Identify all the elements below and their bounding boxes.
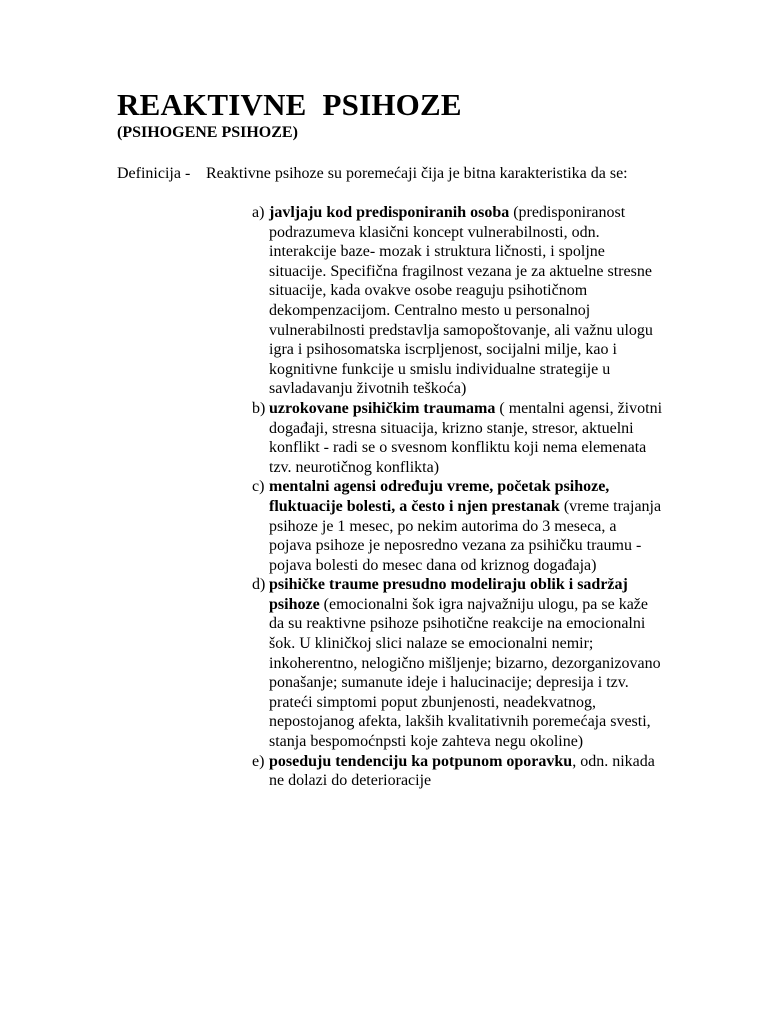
item-text: ( mentalni agensi, životni događaji, stresna situacija, krizno stanje, stresor, aktuelni konflikt - radi se o svesnom konfliktu koji nema elemenata tzv. neurotičnog konflikta) — [269, 399, 663, 476]
list-item-e — [252, 752, 662, 791]
list-marker: b) — [252, 399, 266, 417]
item-text: (emocionalni šok igra najvažniju ulogu, pa se kaže da su reaktivne psihoze psihotične reakcije na emocionalni šok. U kliničkoj slici nalaze se emocionalni nemir; inkoherentno, nelogično mišljenje; bizarno, dezorganizovano ponašanje; sumanute ideje i halucinacije; depresija i tzv. prateći simptomi poput zbunjenosti, neadekvatnog, nepostojanog afekta, lakših kvalitativnih poremećaja svesti, stanja bespomoćnpsti koje zahteva negu okoline) — [269, 595, 661, 751]
item-heading: javljaju kod predisponiranih osoba — [269, 204, 510, 221]
item-text: (vreme trajanja psihoze je 1 mesec, po nekim autorima do 3 meseca, a pojava psihoze je neposredno vezana za psihičku traumu - pojava bolesti do mesec dana od kriznog događaja) — [269, 497, 662, 574]
list-marker: c) — [252, 478, 265, 496]
list-marker: d) — [252, 576, 266, 594]
list-marker: a) — [252, 204, 265, 221]
item-heading: poseduju tendenciju ka potpunom oporavku — [269, 752, 573, 770]
document-subtitle: (PSIHOGENE PSIHOZE) — [117, 124, 298, 141]
characteristics-list — [252, 203, 662, 791]
item-heading: mentalni agensi određuju vreme, početak psihoze, fluktuacije bolesti, a često i njen prestanak — [269, 478, 610, 515]
definition-label: Definicija - — [117, 165, 191, 182]
item-text: (predisponiranost podrazumeva klasični koncept vulnerabilnosti, odn. interakcije baze- mozak i struktura ličnosti, i spoljne situacije. Specifična fragilnost vezana je za aktuelne stresne situacije, kada ovakve osobe reaguju psihotičnom dekompenzacijom. Centralno mesto u personalnoj vulnerabilnosti predstavlja samopoštovanje, ali važnu ulogu igra i psihosomatska iscrpljenost, socijalni milje, kao i kognitivne funkcije u smislu individualne strategije u savladavanju životnih teškoća) — [269, 204, 653, 398]
definition-text: Reaktivne psihoze su poremećaji čija je bitna karakteristika da se: — [206, 165, 628, 182]
list-item-d — [252, 575, 662, 751]
list-item-b — [252, 399, 662, 477]
list-item-c — [252, 477, 662, 575]
list-marker: e) — [252, 752, 265, 770]
item-text: , odn. nikada ne dolazi do deterioracije — [269, 752, 655, 790]
item-heading: psihičke traume presudno modeliraju oblik i sadržaj psihoze — [269, 576, 628, 613]
item-heading: uzrokovane psihičkim traumama — [269, 399, 496, 417]
list-item-a — [252, 203, 662, 399]
document-title: REAKTIVNE PSIHOZE — [117, 87, 462, 122]
